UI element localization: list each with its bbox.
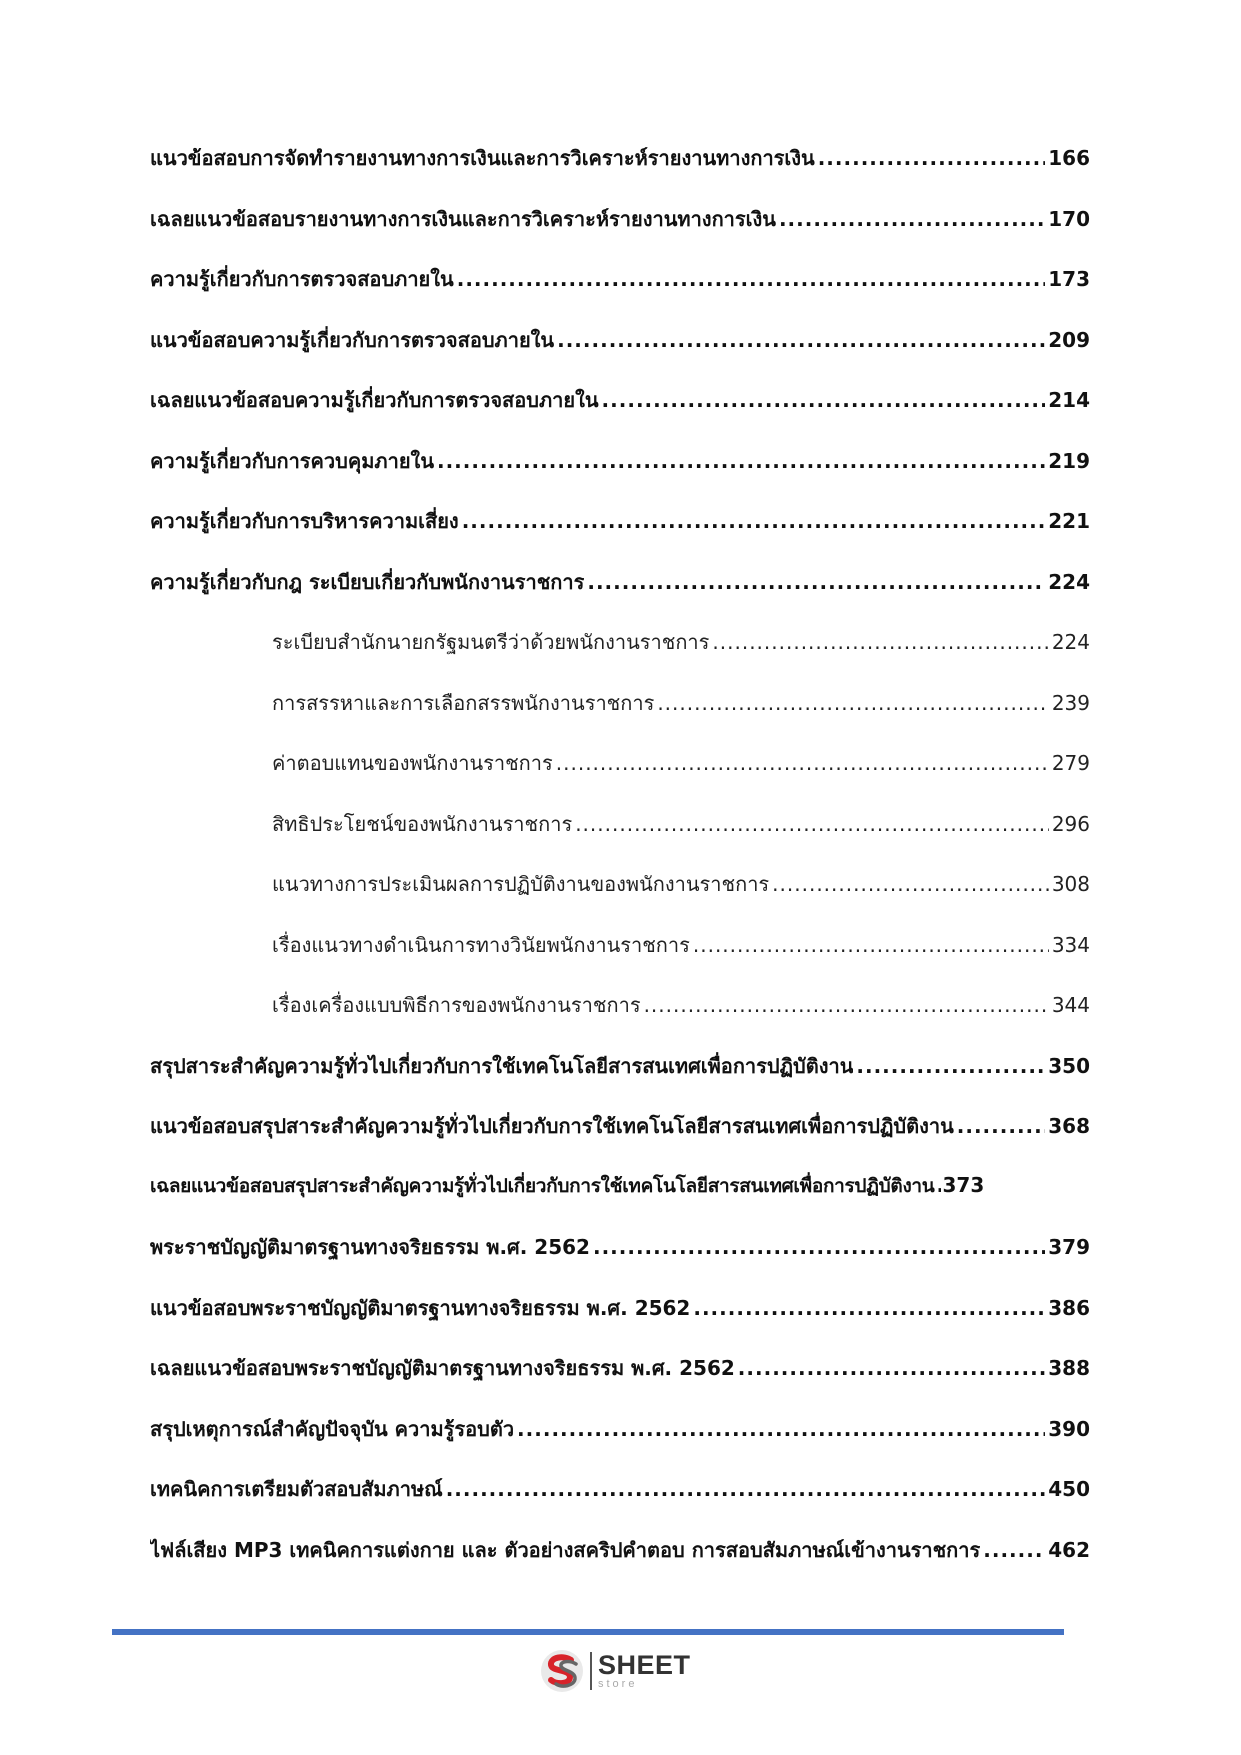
toc-entry-title: เรื่องเครื่องแบบพิธีการของพนักงานราชการ — [272, 993, 641, 1017]
toc-entry[interactable] — [150, 505, 1090, 566]
toc-entry[interactable] — [150, 445, 1090, 506]
toc-leader-dots — [517, 1417, 1045, 1441]
toc-entry-title: สรุปเหตุการณ์สำคัญปัจจุบัน ความรู้รอบตัว — [150, 1416, 515, 1441]
toc-entry[interactable] — [150, 989, 1090, 1050]
toc-leader-dots — [644, 993, 1049, 1017]
toc-entry-title: ไฟล์เสียง MP3 เทคนิคการแต่งกาย และ ตัวอย่างสคริปคำตอบ การสอบสัมภาษณ์เข้างานราชการ — [150, 1537, 981, 1562]
toc-entry[interactable] — [150, 1473, 1090, 1534]
toc-entry-title: ความรู้เกี่ยวกับกฎ ระเบียบเกี่ยวกับพนักงานราชการ — [150, 569, 585, 594]
toc-entry[interactable] — [150, 1352, 1090, 1413]
toc-entry-title: เฉลยแนวข้อสอบความรู้เกี่ยวกับการตรวจสอบภายใน — [150, 388, 599, 412]
toc-entry-page-number: 279 — [1051, 751, 1090, 775]
toc-entry-page-number: 239 — [1051, 690, 1090, 715]
toc-entry-title: แนวข้อสอบสรุปสาระสำคัญความรู้ทั่วไปเกี่ยวกับการใช้เทคโนโลยีสารสนเทศเพื่อการปฏิบัติงาน — [150, 1114, 954, 1138]
toc-leader-dots — [446, 1477, 1046, 1501]
toc-leader-dots — [983, 1538, 1045, 1562]
toc-entry-title: การสรรหาและการเลือกสรรพนักงานราชการ — [272, 690, 655, 715]
toc-entry-page-number: 219 — [1048, 448, 1090, 473]
toc-entry[interactable] — [150, 747, 1090, 808]
toc-leader-dots — [602, 388, 1046, 412]
toc-leader-dots — [575, 812, 1049, 836]
toc-entry-title: สิทธิประโยชน์ของพนักงานราชการ — [272, 811, 573, 836]
toc-entry[interactable] — [150, 1413, 1090, 1474]
toc-leader-dots — [557, 328, 1045, 352]
toc-entry[interactable] — [150, 1292, 1090, 1353]
toc-entry-page-number: 308 — [1051, 872, 1090, 896]
toc-leader-dots — [457, 267, 1046, 291]
toc-leader-dots — [593, 1235, 1045, 1259]
logo-separator — [590, 1652, 592, 1690]
toc-entry-title: ค่าตอบแทนของพนักงานราชการ — [272, 751, 553, 775]
toc-entry-title: ความรู้เกี่ยวกับการตรวจสอบภายใน — [150, 267, 454, 291]
toc-entry-title: เทคนิคการเตรียมตัวสอบสัมภาษณ์ — [150, 1477, 443, 1501]
toc-leader-dots — [587, 570, 1045, 594]
toc-entry-page-number: 214 — [1048, 388, 1090, 412]
toc-entry-title: แนวข้อสอบพระราชบัญญัติมาตรฐานทางจริยธรรม พ.ศ. 2562 — [150, 1295, 691, 1320]
toc-entry-title: เฉลยแนวข้อสอบรายงานทางการเงินและการวิเคราะห์รายงานทางการเงิน — [150, 206, 776, 231]
footer-rule — [112, 1629, 1064, 1635]
toc-entry-title: แนวข้อสอบการจัดทำรายงานทางการเงินและการวิเคราะห์รายงานทางการเงิน — [150, 146, 815, 170]
toc-leader-dots — [693, 1296, 1045, 1320]
toc-entry[interactable] — [150, 324, 1090, 385]
toc-entry[interactable] — [150, 929, 1090, 990]
toc-entry-page-number: 344 — [1051, 993, 1090, 1017]
toc-entry-title: ความรู้เกี่ยวกับการควบคุมภายใน — [150, 448, 434, 473]
logo-subtitle: store — [598, 1678, 638, 1690]
toc-entry-page-number: 390 — [1048, 1416, 1090, 1441]
toc-entry-title: ระเบียบสำนักนายกรัฐมนตรีว่าด้วยพนักงานราชการ — [272, 630, 710, 654]
toc-entry-page-number: 462 — [1048, 1537, 1090, 1562]
toc-entry[interactable] — [150, 626, 1090, 687]
toc-entry-page-number: 450 — [1048, 1477, 1090, 1501]
toc-leader-dots — [779, 207, 1045, 231]
toc-leader-dots — [462, 509, 1046, 533]
toc-entry[interactable] — [150, 868, 1090, 929]
toc-leader-dots — [738, 1356, 1045, 1380]
toc-entry-title: เฉลยแนวข้อสอบสรุปสาระสำคัญความรู้ทั่วไปเกี่ยวกับการใช้เทคโนโลยีสารสนเทศเพื่อการปฏิบัติงาน — [150, 1174, 935, 1197]
toc-entry-page-number: 296 — [1051, 811, 1090, 836]
toc-entry-page-number: 224 — [1051, 630, 1090, 654]
toc-entry[interactable] — [150, 1171, 1090, 1232]
toc-entry-page-number: 209 — [1048, 327, 1090, 352]
toc-entry[interactable] — [150, 263, 1090, 324]
toc-entry-page-number: 388 — [1048, 1356, 1090, 1380]
toc-leader-dots — [556, 751, 1049, 775]
toc-entry[interactable] — [150, 566, 1090, 627]
toc-entry-page-number: 373 — [942, 1172, 985, 1197]
toc-entry-page-number: 173 — [1048, 267, 1090, 291]
toc-entry-page-number: 166 — [1048, 146, 1090, 170]
toc-entry[interactable] — [150, 1110, 1090, 1171]
toc-entry[interactable] — [150, 1050, 1090, 1111]
toc-entry[interactable] — [150, 1534, 1090, 1595]
toc-entry-page-number: 386 — [1048, 1295, 1090, 1320]
toc-entry-page-number: 350 — [1048, 1053, 1090, 1078]
toc-entry[interactable] — [150, 1231, 1090, 1292]
table-of-contents — [150, 142, 1090, 1594]
toc-entry-page-number: 224 — [1048, 569, 1090, 594]
toc-leader-dots — [437, 449, 1045, 473]
toc-leader-dots — [693, 933, 1049, 957]
toc-leader-dots — [957, 1114, 1045, 1138]
toc-entry-title: แนวทางการประเมินผลการปฏิบัติงานของพนักงานราชการ — [272, 872, 770, 896]
toc-entry[interactable] — [150, 203, 1090, 264]
toc-leader-dots — [856, 1054, 1045, 1078]
toc-entry[interactable] — [150, 808, 1090, 869]
toc-leader-dots — [937, 1173, 941, 1197]
toc-entry-title: สรุปสาระสำคัญความรู้ทั่วไปเกี่ยวกับการใช้เทคโนโลยีสารสนเทศเพื่อการปฏิบัติงาน — [150, 1053, 854, 1078]
toc-leader-dots — [712, 630, 1048, 654]
toc-leader-dots — [772, 872, 1049, 896]
toc-entry[interactable] — [150, 384, 1090, 445]
toc-entry-title: เฉลยแนวข้อสอบพระราชบัญญัติมาตรฐานทางจริยธรรม พ.ศ. 2562 — [150, 1356, 735, 1380]
toc-entry-title: พระราชบัญญัติมาตรฐานทางจริยธรรม พ.ศ. 2562 — [150, 1235, 590, 1259]
toc-entry-page-number: 334 — [1051, 932, 1090, 957]
toc-entry-title: ความรู้เกี่ยวกับการบริหารความเสี่ยง — [150, 509, 459, 533]
toc-entry-page-number: 170 — [1048, 206, 1090, 231]
toc-leader-dots — [657, 691, 1048, 715]
logo-name: SHEET — [598, 1650, 691, 1680]
toc-entry-page-number: 379 — [1048, 1235, 1090, 1259]
toc-leader-dots — [818, 146, 1046, 170]
toc-entry-title: แนวข้อสอบความรู้เกี่ยวกับการตรวจสอบภายใน — [150, 327, 555, 352]
toc-entry-page-number: 368 — [1048, 1114, 1090, 1138]
sheet-store-logo-icon — [540, 1649, 584, 1693]
sheet-store-logo — [540, 1648, 691, 1694]
toc-entry-title: เรื่องแนวทางดำเนินการทางวินัยพนักงานราชการ — [272, 932, 690, 957]
toc-entry[interactable] — [150, 142, 1090, 203]
toc-entry-page-number: 221 — [1048, 509, 1090, 533]
toc-entry[interactable] — [150, 687, 1090, 748]
